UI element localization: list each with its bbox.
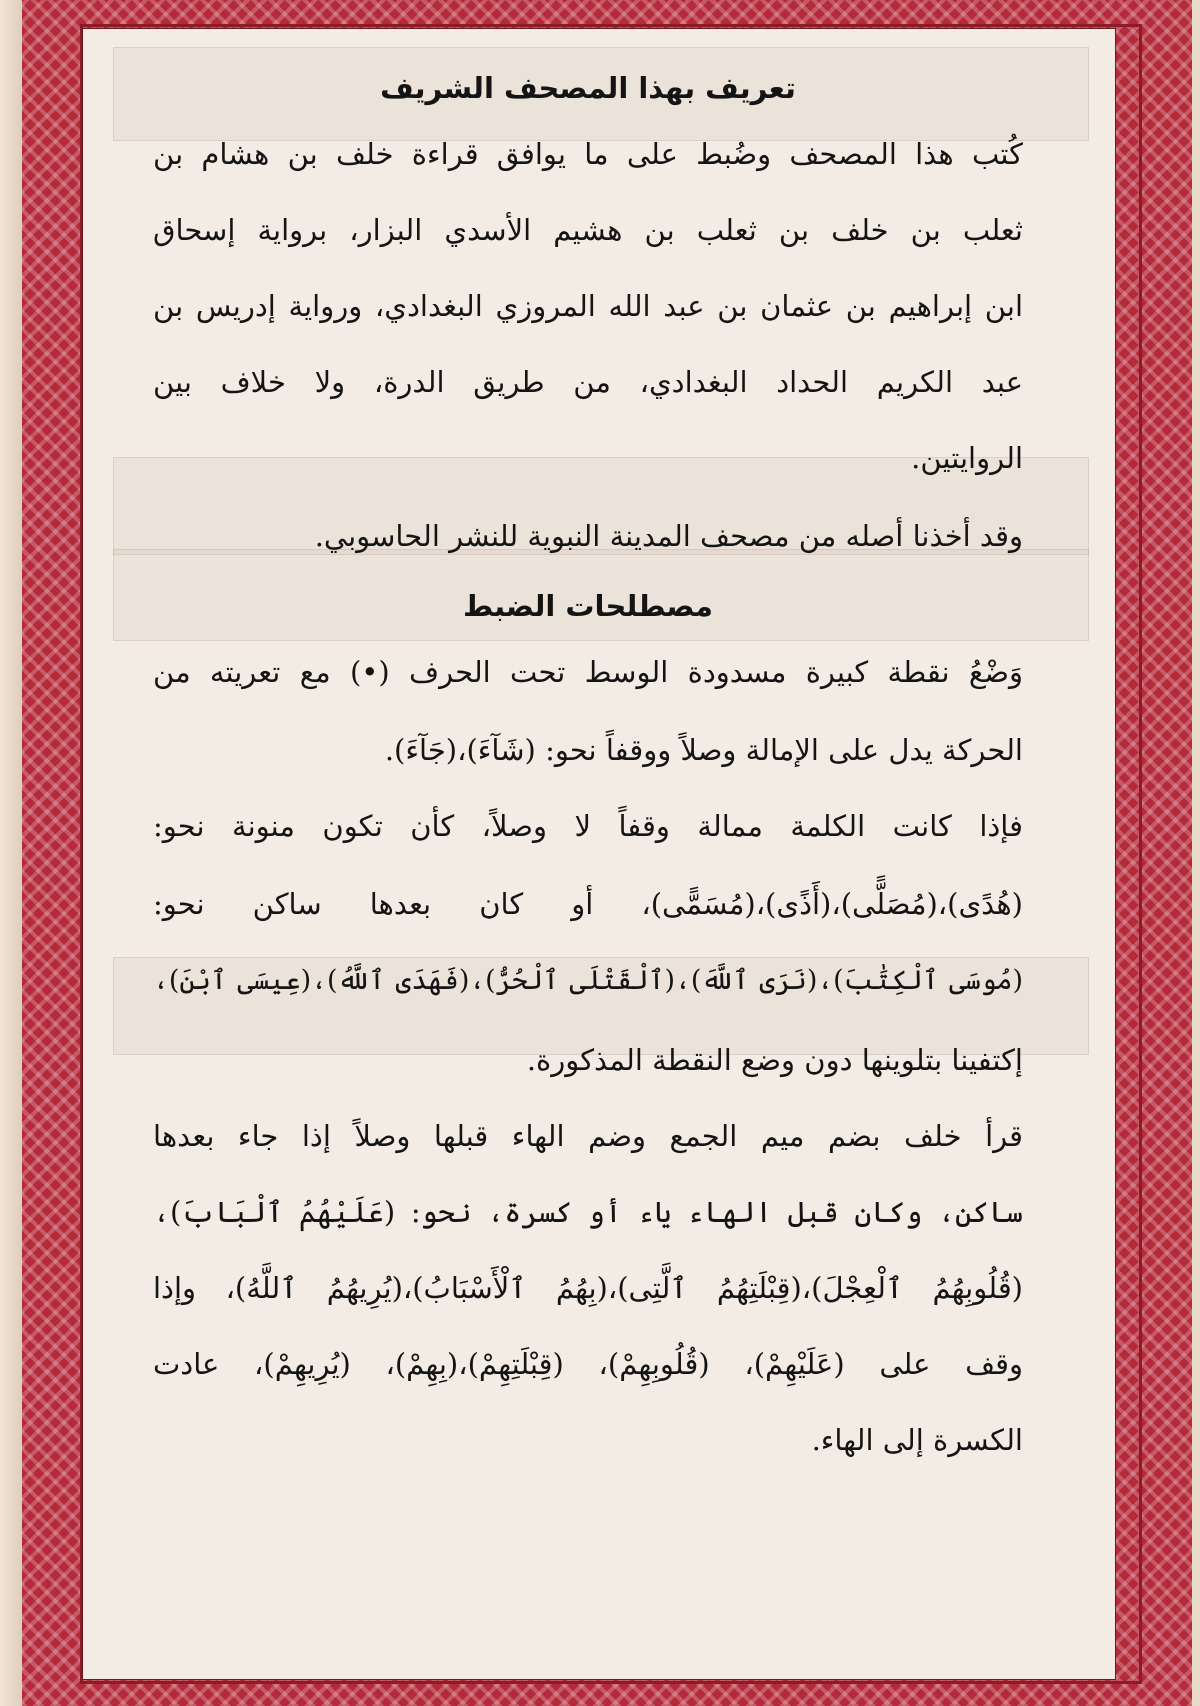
introduction-line-1: كُتب هذا المصحف وضُبط على ما يوافق قراءة خلف بن هشام بن [153,137,1023,171]
terminology-line-6: إكتفينا بتلوينها دون وضع النقطة المذكورة. [526,1043,1023,1077]
introduction-line-6: وقد أخذنا أصله من مصحف المدينة النبوية للنشر الحاسوبي. [314,519,1023,553]
introduction-line-5: الروايتين. [911,441,1023,475]
terminology-line-11: الكسرة إلى الهاء. [811,1423,1023,1457]
terminology-line-2: الحركة يدل على الإمالة وصلاً ووقفاً نحو: (شَآءَ)،(جَآءَ). [384,733,1023,767]
terminology-line-7: قرأ خلف بضم ميم الجمع وضم الهاء قبلها وصلاً إذا جاء بعدها [153,1119,1023,1153]
page-panel [82,28,1116,1680]
terminology-line-4: (هُدًى)،(مُصَلًّى)،(أَذًى)،(مُسَمًّى)، أو كان بعدها ساكن نحو: [153,887,1023,921]
terminology-heading: مصطلحات الضبط [463,589,713,623]
introduction-heading: تعريف بهذا المصحف الشريف [380,71,796,105]
terminology-line-8: ساكن، وكان قبل الهاء ياء أو كسرة، نحو: (عَلَيْهُمُ ٱلْبَابَ)، [153,1195,1023,1229]
introduction-line-3: ابن إبراهيم بن عثمان بن عبد الله المروزي البغدادي، ورواية إدريس بن [153,289,1023,323]
terminology-line-9: (قُلُوبِهُمُ ٱلْعِجْلَ)،(قِبْلَتِهُمُ ٱلَّتِى)،(بِهُمُ ٱلْأَسْبَابُ)،(يُرِيهُمُ ٱللَّهُ)، وإذا [153,1271,1023,1305]
page-content [153,71,1023,1483]
introduction-line-2: ثعلب بن خلف بن ثعلب بن هشيم الأسدي البزار، برواية إسحاق [153,213,1023,247]
terminology-line-5: (مُوسَى ٱلْكِتَٰبَ)،(نَرَى ٱللَّهَ)،(ٱلْقَتْلَى ٱلْحُرُّ)،(فَهَدَى ٱللَّهُ)،(عِيسَى ٱبْنَ)، [153,965,1023,996]
terminology-line-3: فإذا كانت الكلمة ممالة وقفاً لا وصلاً، كأن تكون منونة نحو: [153,809,1023,843]
terminology-line-1: وَضْعُ نقطة كبيرة مسدودة الوسط تحت الحرف (•) مع تعريته من [153,655,1023,689]
terminology-line-10: وقف على (عَلَيْهِمْ)، (قُلُوبِهِمْ)، (قِبْلَتِهِمْ)،(بِهِمْ)، (يُرِيهِمْ)، عادت [153,1347,1023,1381]
introduction-line-4: عبد الكريم الحداد البغدادي، من طريق الدرة، ولا خلاف بين [153,365,1023,399]
